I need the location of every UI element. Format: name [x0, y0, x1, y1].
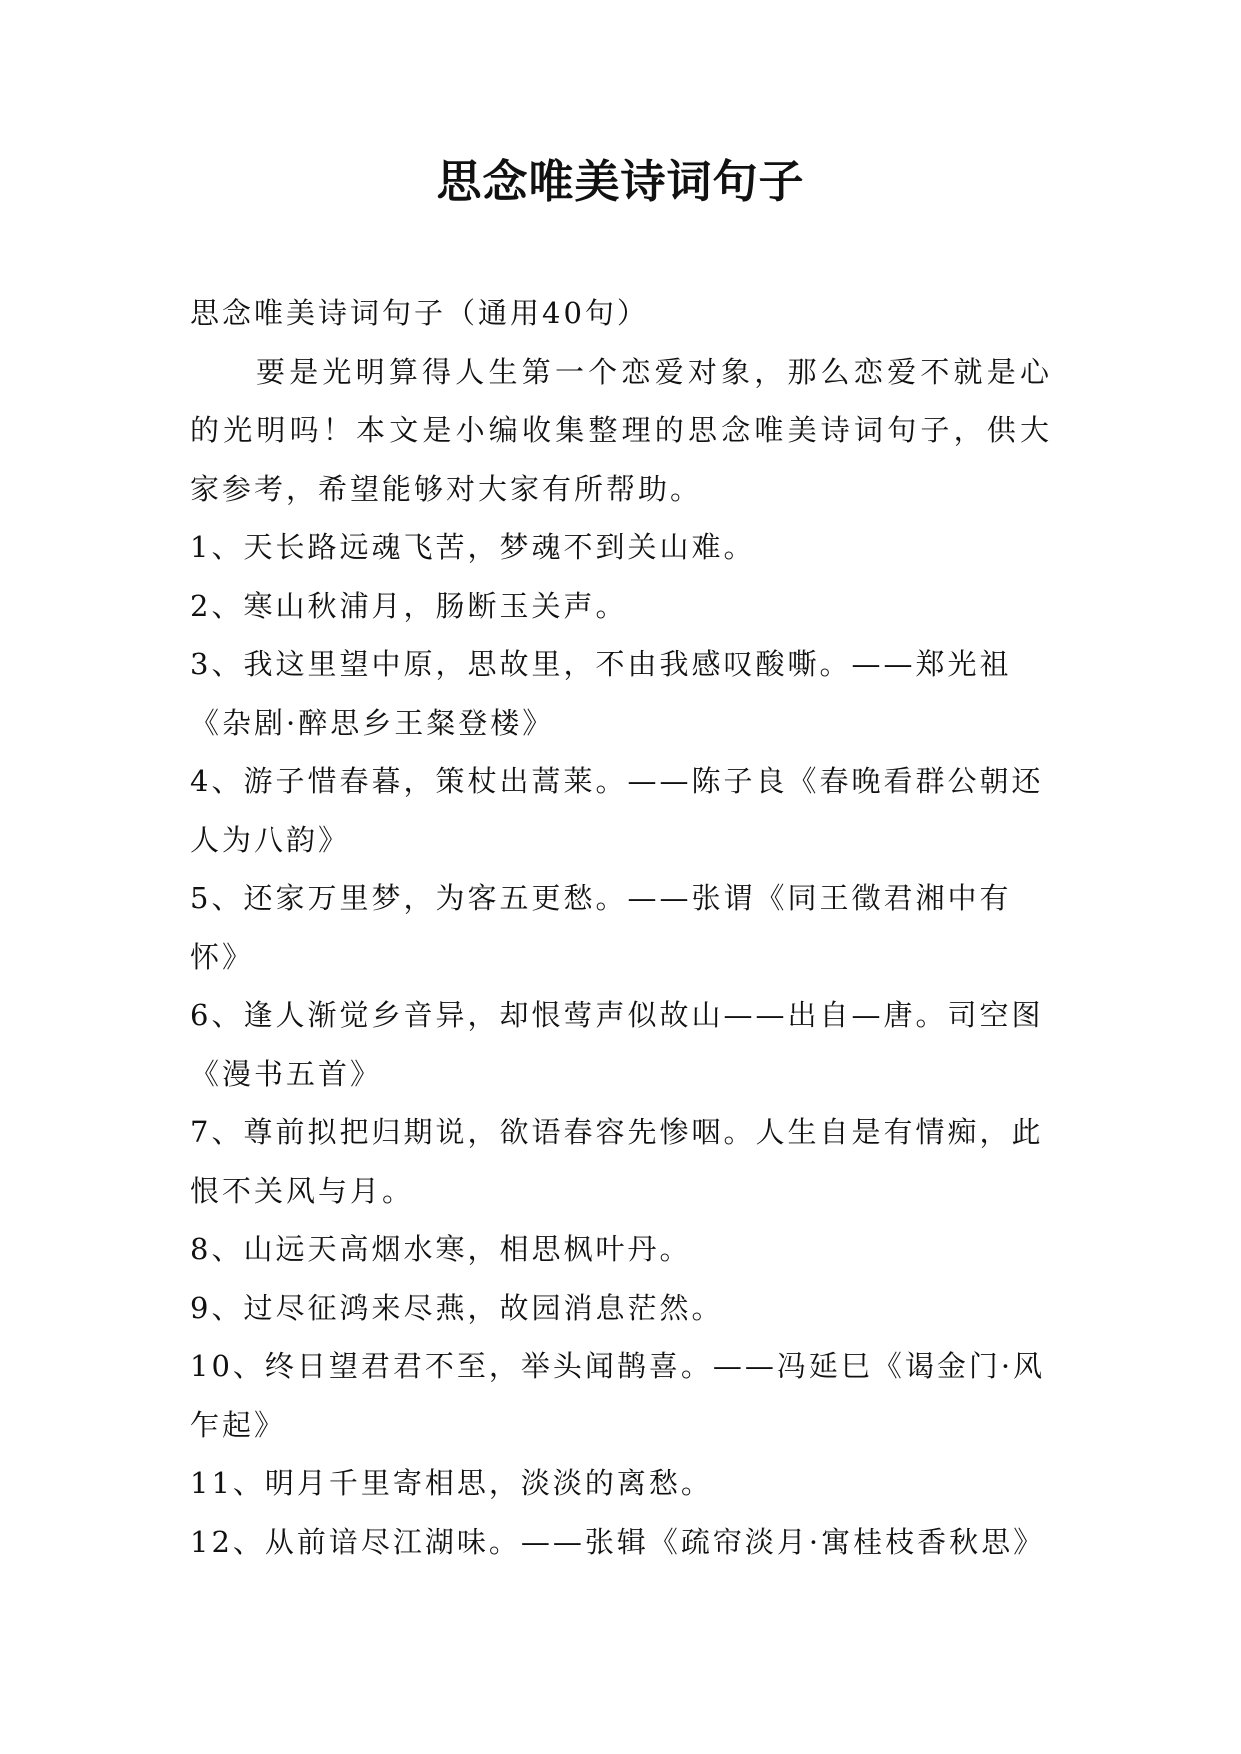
poem-line: 7、尊前拟把归期说，欲语春容先惨咽。人生自是有情痴，此恨不关风与月。: [190, 1115, 1044, 1208]
poem-line: 2、寒山秋浦月，肠断玉关声。: [190, 588, 628, 623]
document-body: [190, 284, 1052, 1571]
poem-line: 1、天长路远魂飞苦，梦魂不到关山难。: [190, 530, 756, 564]
poem-line: 12、从前谙尽江湖味。——张辑《疏帘淡月·寓桂枝香秋思》: [190, 1524, 1046, 1559]
poem-line: 9、过尽征鸿来尽燕，故园消息茫然。: [190, 1290, 724, 1325]
poem-line: 4、游子惜春暮，策杖出蒿莱。——陈子良《春晚看群公朝还人为八韵》: [190, 764, 1044, 857]
document-subtitle: 思念唯美诗词句子（通用40句）: [190, 296, 649, 330]
document-title: 思念唯美诗词句子: [436, 155, 805, 208]
poem-line: 11、明月千里寄相思，淡淡的离愁。: [190, 1466, 713, 1500]
poem-line: 8、山远天高烟水寒，相思枫叶丹。: [190, 1232, 692, 1266]
poem-line: 5、还家万里梦，为客五更愁。——张谓《同王徵君湘中有怀》: [190, 881, 1012, 974]
poem-line: 6、逢人渐觉乡音异，却恨莺声似故山——出自—唐。司空图《漫书五首》: [190, 998, 1044, 1091]
poem-line: 10、终日望君君不至，举头闻鹊喜。——冯延巳《谒金门·风乍起》: [190, 1349, 1046, 1442]
intro-paragraph: 要是光明算得人生第一个恋爱对象，那么恋爱不就是心的光明吗！本文是小编收集整理的思念唯美诗词句子，供大家参考，希望能够对大家有所帮助。: [190, 354, 1052, 506]
poem-line: 3、我这里望中原，思故里，不由我感叹酸嘶。——郑光祖《杂剧·醉思乡王粲登楼》: [190, 647, 1012, 740]
